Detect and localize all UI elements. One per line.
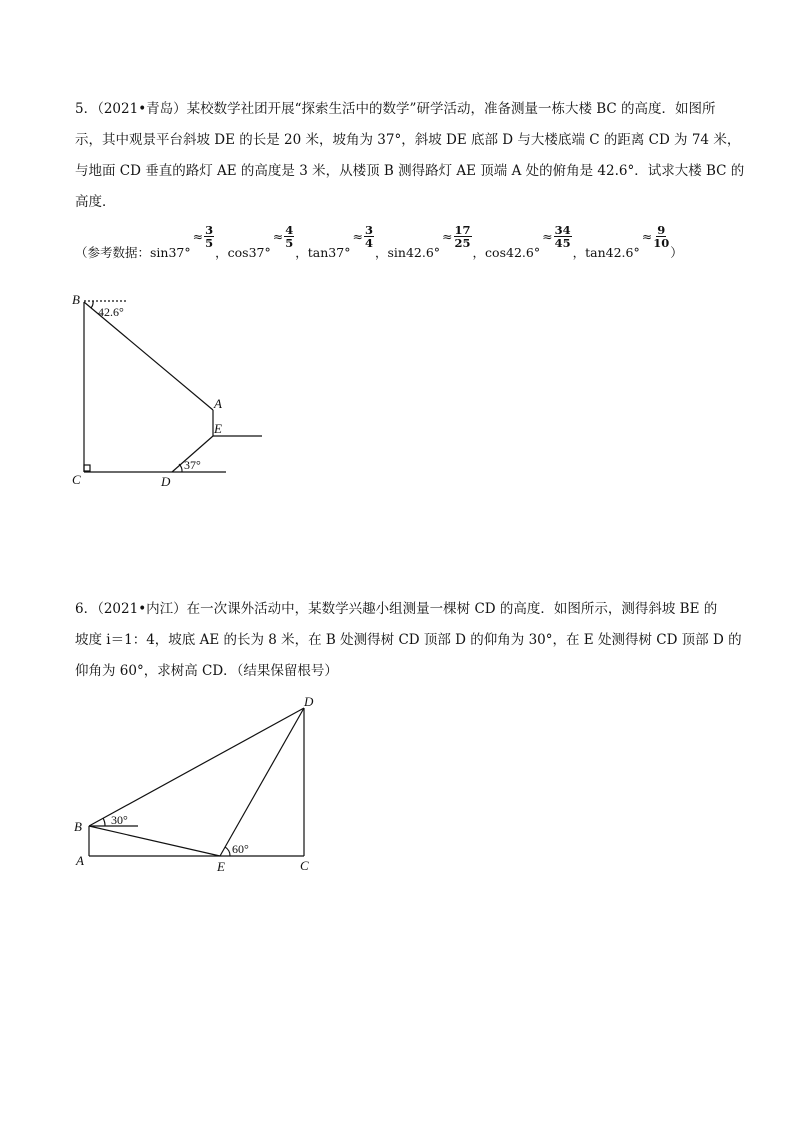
q5-line-2: 示，其中观景平台斜坡 DE 的长是 20 米，坡角为 37°，斜坡 DE 底部 D 与大楼底端 C 的距离 CD 为 74 米， xyxy=(75,132,741,148)
angle-arc-e xyxy=(225,847,230,856)
frac-num: 3 xyxy=(205,223,214,237)
ref-approx: ≈ xyxy=(272,229,284,244)
label-e: E xyxy=(214,421,222,436)
angle-label-bottom: 37° xyxy=(184,458,201,472)
ref-frac-cos37 xyxy=(284,224,294,249)
label-a: A xyxy=(214,396,222,411)
ref-sep: ， xyxy=(374,245,388,260)
angle-arc-bottom xyxy=(179,464,182,472)
ref-sep: ， xyxy=(572,245,586,260)
frac-den: 5 xyxy=(285,236,294,250)
ref-frac-sin37 xyxy=(204,224,214,249)
ref-frac-sin42 xyxy=(454,224,472,249)
q5-reference-data xyxy=(75,223,683,281)
ref-frac-tan42 xyxy=(653,224,669,249)
slope-be xyxy=(89,826,220,856)
label-c: C xyxy=(300,858,309,873)
frac-den: 10 xyxy=(653,236,670,250)
frac-num: 3 xyxy=(364,223,373,237)
frac-den: 25 xyxy=(454,236,471,250)
q5-line-3: 与地面 CD 垂直的路灯 AE 的高度是 3 米，从楼顶 B 测得路灯 AE 顶端 A 处的俯角是 42.6°．试求大楼 BC 的 xyxy=(75,163,745,179)
q6-line-1: 6．（2021•内江）在一次课外活动中，某数学兴趣小组测量一棵树 CD 的高度．如图所示，测得斜坡 BE 的 xyxy=(75,601,718,617)
frac-den: 4 xyxy=(364,236,373,250)
ref-cos37: cos37° xyxy=(227,245,271,260)
ref-sin37: sin37° xyxy=(150,245,191,260)
ref-cos42: cos42.6° xyxy=(485,245,541,260)
label-c: C xyxy=(72,472,81,487)
ref-sep: ， xyxy=(215,245,228,260)
angle-arc-b xyxy=(103,818,105,826)
q5-line-1: 5．（2021•青岛）某校数学社团开展“探索生活中的数学”研学活动，准备测量一栋大楼 BC 的高度．如图所 xyxy=(75,101,716,117)
ref-open: （参考数据： xyxy=(75,245,151,260)
angle-arc-top xyxy=(91,301,93,308)
ref-approx: ≈ xyxy=(442,229,453,244)
ref-frac-cos42 xyxy=(554,224,572,249)
angle-label-e: 60° xyxy=(232,842,249,856)
angle-label-b: 30° xyxy=(111,813,128,827)
q6-line-2: 坡度 i＝1：4，坡底 AE 的长为 8 米，在 B 处测得树 CD 顶部 D 的仰角为 30°，在 E 处测得树 CD 顶部 D 的 xyxy=(75,632,742,648)
frac-num: 34 xyxy=(554,223,571,237)
q6-text xyxy=(75,594,742,687)
q5-line-4: 高度． xyxy=(75,194,116,210)
sight-line-ed xyxy=(220,708,304,856)
frac-num: 4 xyxy=(285,223,294,237)
q6-line-3: 仰角为 60°，求树高 CD．（结果保留根号） xyxy=(75,663,338,679)
frac-num: 9 xyxy=(657,223,666,237)
frac-den: 45 xyxy=(554,236,571,250)
frac-num: 17 xyxy=(454,223,471,237)
label-b: B xyxy=(72,292,80,307)
ref-tan42: tan42.6° xyxy=(585,245,640,260)
ref-frac-tan37 xyxy=(364,224,374,249)
right-angle-mark xyxy=(84,465,90,471)
ref-close: ） xyxy=(670,245,683,260)
frac-den: 5 xyxy=(205,236,214,250)
label-d: D xyxy=(304,694,314,709)
q5-figure xyxy=(60,288,280,493)
ref-tan37: tan37° xyxy=(307,245,351,260)
sight-line-bd xyxy=(89,708,304,826)
ref-approx: ≈ xyxy=(542,229,553,244)
ref-sep: ， xyxy=(472,245,486,260)
ref-approx: ≈ xyxy=(641,229,653,244)
ref-sep: ， xyxy=(295,245,308,260)
label-b: B xyxy=(74,819,82,834)
angle-label-top: 42.6° xyxy=(98,305,124,319)
label-e: E xyxy=(217,859,225,874)
q5-text xyxy=(75,94,745,218)
q6-figure xyxy=(70,690,330,880)
ref-approx: ≈ xyxy=(192,229,204,244)
ref-sin42: sin42.6° xyxy=(387,245,441,260)
label-a: A xyxy=(76,853,84,868)
ref-approx: ≈ xyxy=(352,229,363,244)
label-d: D xyxy=(161,474,171,489)
